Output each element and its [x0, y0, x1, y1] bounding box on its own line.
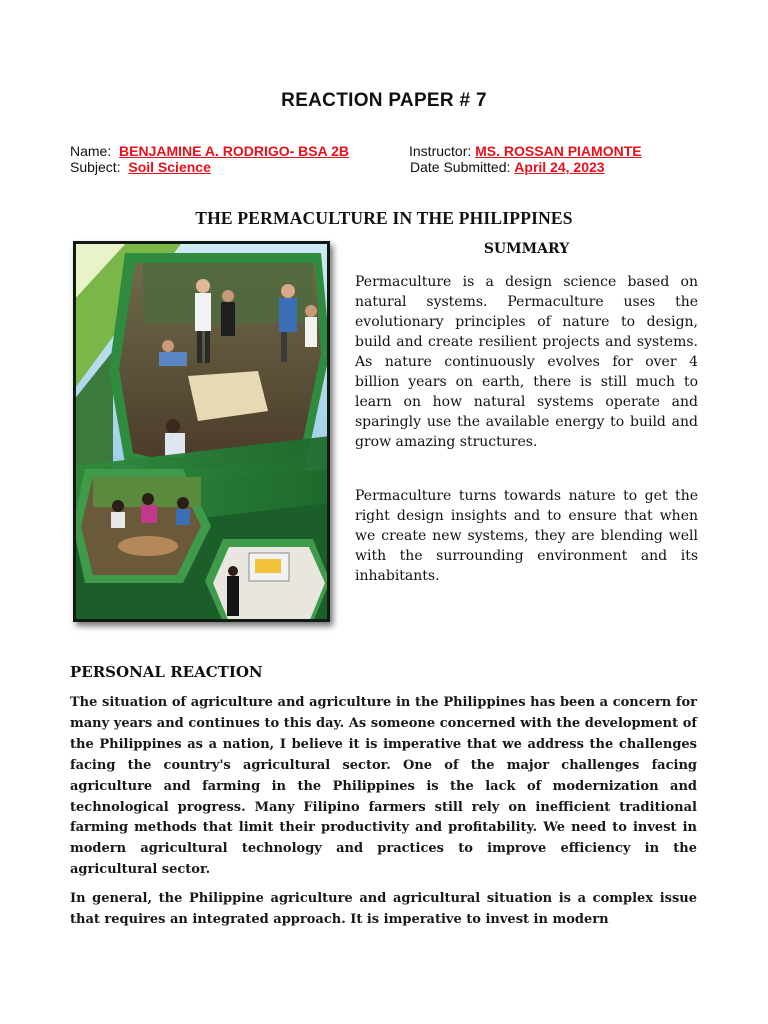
collage-graphic — [73, 241, 330, 622]
name-value: BENJAMINE A. RODRIGO- BSA 2B — [119, 143, 349, 159]
personal-reaction-heading: PERSONAL REACTION — [70, 663, 263, 681]
date-line — [410, 159, 605, 176]
name-label: Name: — [70, 143, 112, 159]
instructor-value: MS. ROSSAN PIAMONTE — [475, 143, 642, 159]
reaction-paragraph-1: The situation of agriculture and agriculture in the Philippines has been a concern for many years and continues to this day. As someone concerned with the development of the Philippines as a nation, I believe it is imperative that we address the challenges facing the country's agricultural sector. One of the major challenges facing agriculture and farming in the Philippines is the lack of modernization and technological progress. Many Filipino farmers still rely on inefficient traditional farming methods that limit their productivity and profitability. We need to invest in modern agricultural technology and practices to improve efficiency in the agricultural sector. — [70, 695, 697, 878]
date-label: Date Submitted: — [410, 159, 511, 175]
summary-heading: SUMMARY — [483, 241, 570, 257]
paper-heading: THE PERMACULTURE IN THE PHILIPPINES — [195, 208, 573, 228]
permaculture-collage-image — [73, 241, 330, 622]
document-title: REACTION PAPER # 7 — [281, 90, 487, 111]
instructor-line — [409, 143, 642, 160]
date-value: April 24, 2023 — [514, 159, 605, 175]
instructor-label: Instructor: — [409, 143, 472, 159]
reaction-paragraph-2: In general, the Philippine agriculture and agricultural situation is a complex issue that requires an integrated approach. It is imperative to invest in modern — [70, 891, 697, 927]
subject-line — [70, 159, 211, 176]
summary-paragraph-1: Permaculture is a design science based on natural systems. Permaculture uses the evolutionary principles of nature to design, build and create resilient projects and systems. As nature continuously evolves for over 4 billion years on earth, there is still much to learn on how natural systems operate and sparingly use the available energy to build and grow amazing structures. — [355, 274, 698, 450]
subject-label: Subject: — [70, 159, 121, 175]
subject-value: Soil Science — [128, 159, 211, 175]
name-line — [70, 143, 349, 160]
summary-paragraph-2: Permaculture turns towards nature to get the right design insights and to ensure that when we create new systems, they are blending well with the surrounding environment and its inhabitants. — [355, 488, 698, 584]
